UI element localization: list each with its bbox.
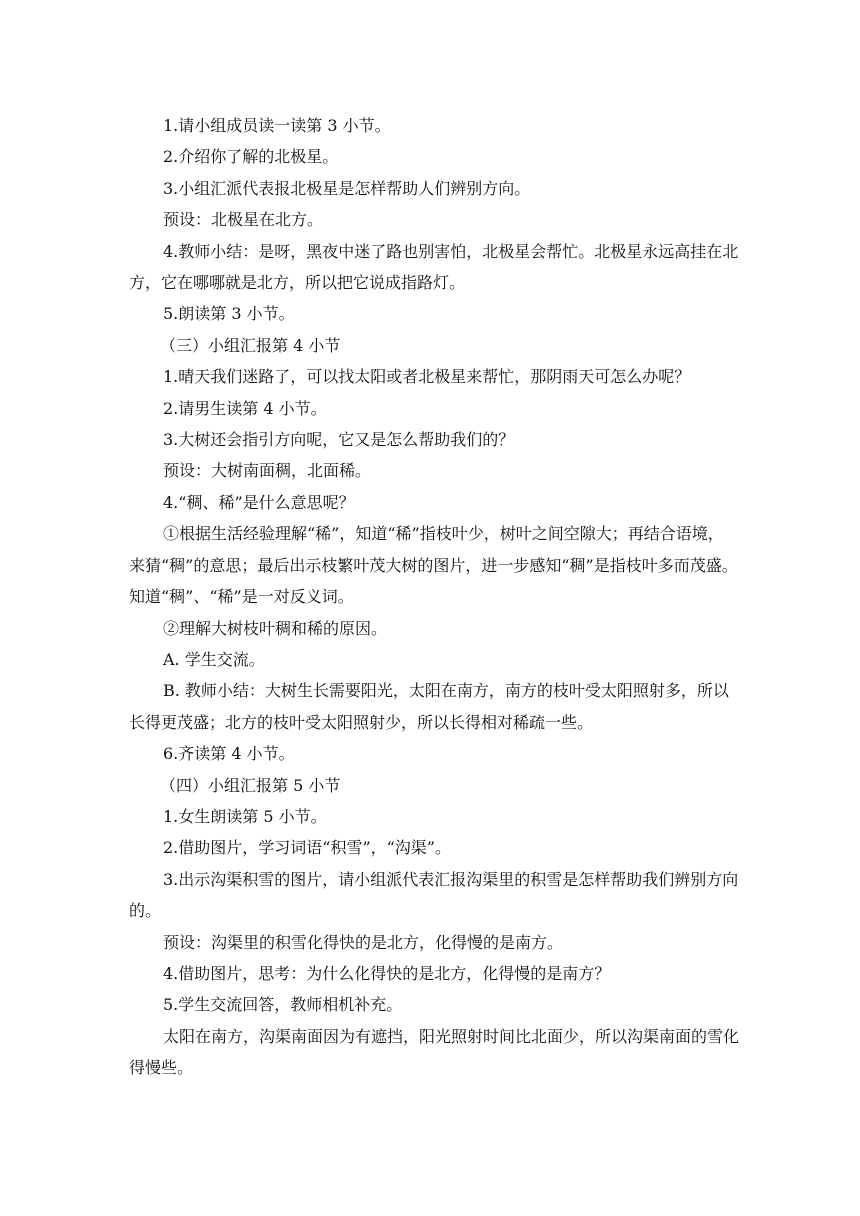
paragraph: A. 学生交流。 [163, 649, 265, 669]
paragraph: 1.晴天我们迷路了，可以找太阳或者北极星来帮忙，那阴雨天可怎么办呢？ [163, 367, 691, 387]
paragraph: 2.借助图片，学习词语“积雪”，“沟渠”。 [163, 838, 451, 858]
paragraph: ②理解大树枝叶稠和稀的原因。 [163, 618, 388, 638]
paragraph: B. 教师小结：大树生长需要阳光，太阳在南方，南方的枝叶受太阳照射多，所以长得更茂盛；北方的枝叶受太阳照射少，所以长得相对稀疏一些。 [129, 681, 729, 732]
paragraph: 4.教师小结：是呀，黑夜中迷了路也别害怕，北极星会帮忙。北极星永远高挂在北方，它在哪哪就是北方，所以把它说成指路灯。 [129, 241, 739, 293]
paragraph: 3.出示沟渠积雪的图片，请小组派代表汇报沟渠里的积雪是怎样帮助我们辨别方向的。 [129, 869, 739, 921]
paragraph: ①根据生活经验理解“稀”，知道“稀”指枝叶少，树叶之间空隙大；再结合语境，来猜“稠”的意思；最后出示枝繁叶茂大树的图片，进一步感知“稠”是指枝叶多而茂盛。知道“稠”、“稀”是一对反义词。 [129, 524, 738, 607]
paragraph: 5.学生交流回答，教师相机补充。 [163, 995, 403, 1015]
section-heading: （四）小组汇报第 5 小节 [160, 775, 341, 795]
paragraph: 太阳在南方，沟渠南面因为有遮挡，阳光照射时间比北面少，所以沟渠南面的雪化得慢些。 [129, 1026, 740, 1078]
paragraph: 3.大树还会指引方向呢，它又是怎么帮助我们的？ [163, 430, 515, 450]
paragraph: 4.借助图片，思考：为什么化得快的是北方，化得慢的是南方？ [163, 963, 611, 983]
paragraph: 4.“稠、稀”是什么意思呢？ [163, 492, 355, 512]
paragraph: 1.请小组成员读一读第 3 小节。 [163, 116, 391, 135]
paragraph: 预设：沟渠里的积雪化得快的是北方，化得慢的是南方。 [163, 932, 564, 952]
paragraph: 预设：北极星在北方。 [163, 210, 324, 230]
paragraph: 5.朗读第 3 小节。 [163, 304, 295, 324]
document-body [129, 110, 739, 1084]
paragraph: 2.请男生读第 4 小节。 [163, 398, 327, 418]
paragraph: 2.介绍你了解的北极星。 [163, 147, 339, 167]
paragraph: 1.女生朗读第 5 小节。 [163, 806, 327, 826]
section-heading: （三）小组汇报第 4 小节 [160, 335, 341, 355]
paragraph: 6.齐读第 4 小节。 [163, 744, 295, 764]
paragraph: 预设：大树南面稠，北面稀。 [163, 461, 372, 481]
paragraph: 3.小组汇派代表报北极星是怎样帮助人们辨别方向。 [163, 178, 531, 198]
